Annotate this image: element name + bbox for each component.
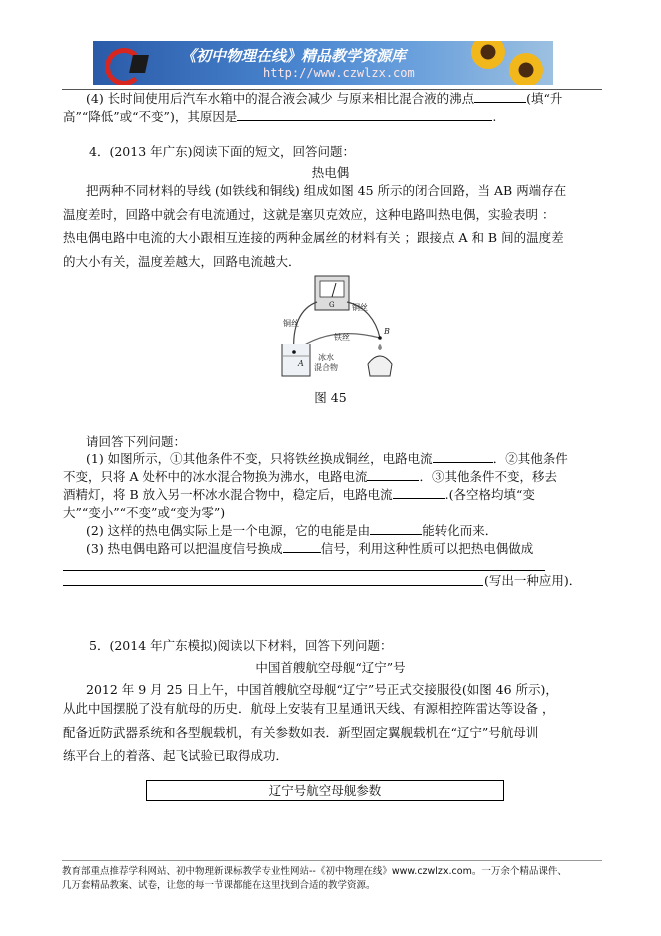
q5-paragraph: 从此中国摆脱了没有航母的历史．航母上安装有卫星通讯天线、有源相控阵雷达等设备 ， (63, 701, 555, 716)
label-copper-top: 铜丝 (352, 303, 368, 312)
footer-line: 教育部重点推荐学科网站、初中物理新课标教学专业性网站--《初中物理在线》www.czwlzx.com。一万余个精品课件、 (62, 866, 567, 877)
sunflower-icon (471, 41, 505, 69)
answer-blank[interactable] (370, 523, 422, 535)
q4-sub1: (1) 如图所示，①其他条件不变，只将铁丝换成铜丝，电路电流 ．②其他条件 (86, 451, 568, 466)
thermocouple-figure (280, 272, 410, 384)
q4-sub1-line3: 酒精灯，将 B 放入另一杯冰水混合物中，稳定后，电路电流 .(各空格均填“变 (63, 487, 535, 502)
q4-heading: 4．(2013 年广东)阅读下面的短文，回答问题： (89, 144, 355, 159)
q4-sub2: (2) 这样的热电偶实际上是一个电源，它的电能是由 能转化而来． (86, 523, 498, 538)
footer-rule (62, 860, 602, 861)
q5-heading: 5．(2014 年广东模拟)阅读以下材料，回答下列问题： (89, 638, 393, 653)
answer-blank[interactable] (367, 469, 419, 481)
answer-blank[interactable] (283, 541, 321, 553)
banner-url[interactable]: http://www.czwlzx.com (263, 66, 415, 80)
label-ice-water: 冰水 (318, 353, 334, 362)
answer-line[interactable] (63, 585, 483, 586)
label-copper-left: 铜丝 (283, 319, 299, 328)
footer-line: 几万套精品教案、试卷，让您的每一节课都能在这里找到合适的教学资源。 (62, 880, 376, 891)
q4-paragraph: 热电偶电路中电流的大小跟相互连接的两种金属丝的材料有关 ；跟接点 A 和 B 间的温度差 (63, 230, 564, 245)
q4-paragraph: 把两种不同材料的导线 (如铁线和铜线) 组成如图 45 所示的闭合回路，当 AB 两端存在 (86, 183, 567, 198)
table-title: 辽宁号航空母舰参数 (146, 780, 504, 801)
q4-sub3-end: (写出一种应用)． (484, 573, 582, 588)
answer-blank[interactable] (474, 91, 526, 103)
label-mixture: 混合物 (314, 363, 338, 372)
q4-title: 热电偶 (311, 165, 350, 180)
answer-blank[interactable] (433, 451, 493, 463)
q5-paragraph: 练平台上的着落、起飞试验已取得成功． (63, 748, 289, 763)
beaker (282, 344, 310, 376)
q5-title: 中国首艘航空母舰“辽宁”号 (255, 660, 406, 675)
header-banner (93, 41, 553, 85)
q4-paragraph: 温度差时，回路中就会有电流通过，这就是塞贝克效应，这种电路叫热电偶，实验表明 ： (63, 207, 555, 222)
q4-sub1-line4: 大”“变小”“不变”或“变为零”) (63, 505, 226, 520)
alcohol-lamp (368, 356, 392, 376)
junction-a (292, 350, 296, 354)
sunflower-icon (509, 53, 543, 85)
q3-part4-line2: 高”“降低”或“不变”)，其原因是 . (63, 109, 497, 124)
q5-paragraph: 2012 年 9 月 25 日上午，中国首艘航空母舰“辽宁”号正式交接服役(如图 46 所示)， (86, 682, 558, 697)
label-b: B (384, 327, 390, 336)
banner-title: 《初中物理在线》精品教学资源库 (181, 47, 407, 65)
flame (378, 344, 382, 350)
header-rule (62, 89, 602, 90)
q5-paragraph: 配备近防武器系统和各型舰载机，有关参数如表．新型固定翼舰载机在“辽宁”号航母训 (63, 725, 539, 740)
answer-blank[interactable] (393, 487, 445, 499)
junction-b (378, 336, 382, 340)
q4-paragraph: 的大小有关，温度差越大，回路电流越大． (63, 254, 301, 269)
answer-line[interactable] (63, 570, 545, 571)
label-a: A (298, 359, 304, 368)
q4-sub3: (3) 热电偶电路可以把温度信号换成 信号，利用这种性质可以把热电偶做成 (86, 541, 534, 556)
answer-blank[interactable] (237, 109, 492, 121)
q4-ask: 请回答下列问题： (86, 434, 187, 449)
figure-caption: 图 45 (314, 390, 347, 405)
q4-sub1-line2: 不变，只将 A 处杯中的冰水混合物换为沸水，电路电流 ．③其他条件不变，移去 (63, 469, 557, 484)
q3-part4-line1: (4) 长时间使用后汽车水箱中的混合液会减少 与原来相比混合液的沸点 (填“升 (86, 91, 563, 106)
label-iron: 铁丝 (334, 333, 350, 342)
meter-label: G (329, 301, 335, 309)
logo-mark-icon (129, 55, 149, 73)
